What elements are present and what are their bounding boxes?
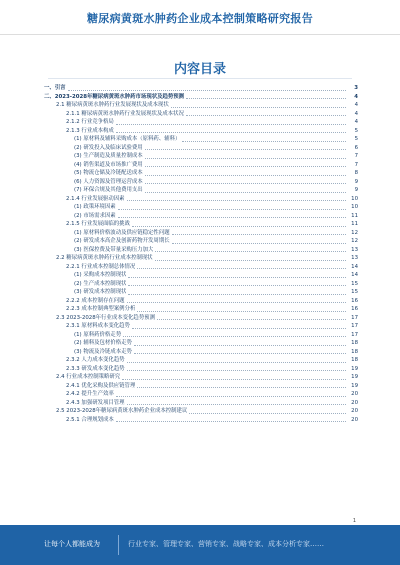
toc-entry-page: 19 [351,374,358,380]
footer-slogan: 让每个人都能成为 [44,540,100,548]
toc-leader-dots [128,294,346,295]
toc-entry-text: 2.5.1 合理规划成本 [66,416,114,423]
toc-leader-dots [145,175,346,176]
toc-entry[interactable] [44,365,358,374]
report-title: 糖尿病黄斑水肿药企业成本控制策略研究报告 [87,12,313,25]
toc-entry[interactable] [44,280,358,289]
toc-entry-text: (6) 人力资源及管理运营成本 [74,178,143,185]
toc-leader-dots [172,243,346,244]
toc-entry-text: 一、引言 [44,85,66,91]
toc-entry-text: (2) 研发成本高企及创新药物开发周期长 [74,238,170,244]
toc-leader-dots [189,413,346,414]
toc-entry[interactable] [44,152,358,161]
toc-entry[interactable] [44,169,358,178]
toc-leader-dots [128,285,346,286]
toc-leader-dots [127,362,346,363]
toc-entry-page: 12 [351,229,358,236]
toc-entry[interactable] [44,118,358,127]
toc-entry-page: 15 [351,289,358,295]
toc-entry-text: (7) 环保合规及其他费用支出 [74,187,143,193]
toc-entry-text: 2.2 糖尿病黄斑水肿药行业成本控制现状 [56,255,153,261]
toc-entry[interactable] [44,399,358,408]
toc-entry[interactable] [44,93,358,102]
toc-leader-dots [118,209,346,210]
toc-entry[interactable] [44,390,358,399]
toc-entry-text: 2.1.5 行业发展面临的挑战 [66,221,130,227]
toc-entry-text: (1) 采购成本控制现状 [74,272,127,278]
toc-entry[interactable] [44,407,358,416]
toc-entry-text: (1) 原料药价格走势 [74,331,122,338]
toc-leader-dots [127,404,346,405]
toc-leader-dots [157,319,346,320]
toc-entry-text: (4) 销售渠道及市场推广费用 [74,161,143,168]
toc-entry-text: (5) 物流仓储及冷链配送成本 [74,170,143,176]
toc-entry-page: 20 [351,399,358,406]
toc-leader-dots [118,217,346,218]
toc-entry-page: 18 [351,357,358,363]
toc-entry[interactable] [44,288,358,297]
toc-entry-text: (1) 政策环境因素 [74,204,116,210]
toc-entry[interactable] [44,212,358,221]
toc-entry-page: 9 [354,187,358,193]
toc-entry[interactable] [44,229,358,238]
toc-leader-dots [145,192,346,193]
toc-entry[interactable] [44,220,358,229]
toc-leader-dots [137,268,346,269]
toc-leader-dots [145,149,346,150]
toc-leader-dots [155,260,346,261]
toc-entry[interactable] [44,186,358,195]
toc-leader-dots [155,251,346,252]
toc-entry-text: 2.4.3 加强研发项目管理 [66,399,125,406]
toc-entry-text: 二、2023-2028年糖尿病黄斑水肿药市场现状及趋势预测 [44,93,185,100]
toc-entry-text: (2) 研发投入及临床试验费用 [74,144,143,151]
toc-entry-page: 13 [351,246,358,253]
toc-leader-dots [172,234,346,235]
toc-entry-page: 9 [354,178,358,185]
page-number: 1 [352,518,356,524]
report-header [0,0,400,35]
toc-entry[interactable] [44,271,358,280]
toc-entry-page: 5 [354,127,358,134]
toc-entry-page: 14 [351,263,358,270]
toc-entry-page: 10 [351,195,358,202]
toc-entry-page: 15 [351,280,358,287]
table-of-contents [44,84,358,522]
toc-leader-dots [182,141,346,142]
toc-entry-page: 4 [354,93,358,100]
toc-entry-text: (3) 医保控费及带量采购压力加大 [74,246,154,253]
toc-entry-text: 2.2.2 成本控制存在问题 [66,297,125,304]
toc-entry-page: 14 [351,272,358,278]
footer-banner [0,525,400,565]
toc-entry-page: 11 [351,221,358,227]
toc-leader-dots [132,226,346,227]
toc-entry-page: 20 [351,408,358,414]
toc-entry-page: 4 [354,110,358,117]
toc-entry-text: 2.3.3 研发成本变化趋势 [66,365,125,372]
toc-leader-dots [122,379,346,380]
toc-leader-dots [132,328,346,329]
toc-entry[interactable] [44,161,358,170]
toc-title: 内容目录 [173,62,226,77]
toc-title-rule [48,78,352,79]
toc-entry-page: 16 [351,297,358,304]
toc-leader-dots [134,345,346,346]
toc-entry-page: 7 [354,153,358,159]
toc-leader-dots [137,387,346,388]
toc-entry[interactable] [44,305,358,314]
toc-entry[interactable] [44,237,358,246]
toc-entry[interactable] [44,144,358,153]
toc-entry[interactable] [44,203,358,212]
toc-entry[interactable] [44,254,358,263]
toc-leader-dots [68,90,346,91]
toc-entry[interactable] [44,348,358,357]
toc-entry[interactable] [44,135,358,144]
toc-entry-page: 7 [354,161,358,168]
toc-entry-page: 17 [351,331,358,338]
toc-leader-dots [137,311,346,312]
toc-entry[interactable] [44,263,358,272]
toc-entry-text: (2) 生产成本控制现状 [74,280,127,287]
toc-entry[interactable] [44,314,358,323]
toc-entry-text: 2.2.1 行业成本控制总体情况 [66,263,136,270]
toc-entry-page: 8 [354,170,358,176]
toc-entry-page: 13 [351,255,358,261]
toc-leader-dots [128,277,346,278]
toc-entry[interactable] [44,127,358,136]
toc-entry-text: 2.2.3 成本控制典型案例分析 [66,306,136,312]
toc-entry-page: 18 [351,340,358,346]
toc-entry-page: 19 [351,365,358,372]
toc-entry-page: 19 [351,382,358,389]
toc-leader-dots [145,158,346,159]
toc-leader-dots [116,421,346,422]
toc-leader-dots [127,370,346,371]
toc-leader-dots [116,132,346,133]
toc-entry-page: 3 [354,85,358,91]
toc-entry-text: 2.3 2023-2028年行业成本变化趋势预测 [56,314,155,321]
toc-entry-page: 10 [351,204,358,210]
toc-leader-dots [186,98,346,99]
toc-entry[interactable] [44,339,358,348]
toc-leader-dots [127,302,346,303]
toc-entry-page: 4 [354,119,358,125]
toc-entry-text: 2.1.2 行业竞争格局 [66,119,114,125]
toc-entry-text: 2.3.2 人力成本变化趋势 [66,357,125,363]
toc-entry-page: 5 [354,136,358,142]
toc-entry-page: 20 [351,416,358,423]
toc-leader-dots [116,396,346,397]
toc-entry-text: (1) 原材料价格波动及供应链稳定性问题 [74,229,170,236]
toc-entry-text: (1) 原材料及辅料采购成本（原料药、辅料） [74,136,181,142]
toc-leader-dots [127,200,346,201]
toc-entry-text: (3) 物流及冷链成本走势 [74,348,132,355]
toc-entry-page: 4 [354,102,358,108]
toc-entry-text: 2.4.1 优化采购及供应链管理 [66,382,136,389]
toc-leader-dots [145,166,346,167]
toc-entry-text: 2.3.1 原材料成本变化趋势 [66,323,130,329]
toc-leader-dots [123,336,346,337]
toc-entry-text: 2.4 行业成本控制策略研究 [56,374,121,380]
toc-entry-page: 12 [351,238,358,244]
toc-entry-text: 2.4.2 提升生产效率 [66,391,114,397]
toc-entry-page: 17 [351,323,358,329]
toc-entry-text: (2) 市场需求因素 [74,212,116,219]
toc-leader-dots [186,115,346,116]
toc-entry[interactable] [44,382,358,391]
toc-entry-page: 18 [351,348,358,355]
footer-divider [118,535,119,555]
toc-entry[interactable] [44,101,358,110]
toc-leader-dots [116,124,346,125]
toc-entry-text: 2.1.3 行业成本构成 [66,127,114,134]
toc-leader-dots [134,353,346,354]
toc-entry[interactable] [44,84,358,93]
footer-tagline: 行业专家、管理专家、营销专家、战略专家、成本分析专家…… [128,540,324,548]
toc-entry[interactable] [44,373,358,382]
toc-entry[interactable] [44,322,358,331]
toc-entry-page: 20 [351,391,358,397]
toc-entry-text: (3) 生产制造及质量控制成本 [74,153,143,159]
toc-entry-text: (2) 辅料及包材价格走势 [74,340,132,346]
toc-entry[interactable] [44,178,358,187]
toc-entry-text: 2.1.1 糖尿病黄斑水肿药行业发展现状及成本状况 [66,110,184,117]
toc-entry-text: (3) 研发成本控制现状 [74,289,127,295]
toc-entry-text: 2.5 2023-2028年糖尿病黄斑水肿药企业成本控制建议 [56,408,188,414]
toc-entry[interactable] [44,195,358,204]
toc-entry-text: 2.1.4 行业发展驱动因素 [66,195,125,202]
toc-entry-page: 11 [351,212,358,219]
toc-entry[interactable] [44,246,358,255]
toc-entry[interactable] [44,297,358,306]
toc-entry[interactable] [44,356,358,365]
toc-entry-page: 17 [351,314,358,321]
toc-entry[interactable] [44,110,358,119]
toc-entry[interactable] [44,331,358,340]
toc-entry-page: 6 [354,144,358,151]
toc-entry-text: 2.1 糖尿病黄斑水肿药行业发展现状及成本现状 [56,102,169,108]
toc-entry-page: 16 [351,306,358,312]
toc-leader-dots [171,107,346,108]
toc-leader-dots [145,183,346,184]
toc-entry[interactable] [44,416,358,425]
